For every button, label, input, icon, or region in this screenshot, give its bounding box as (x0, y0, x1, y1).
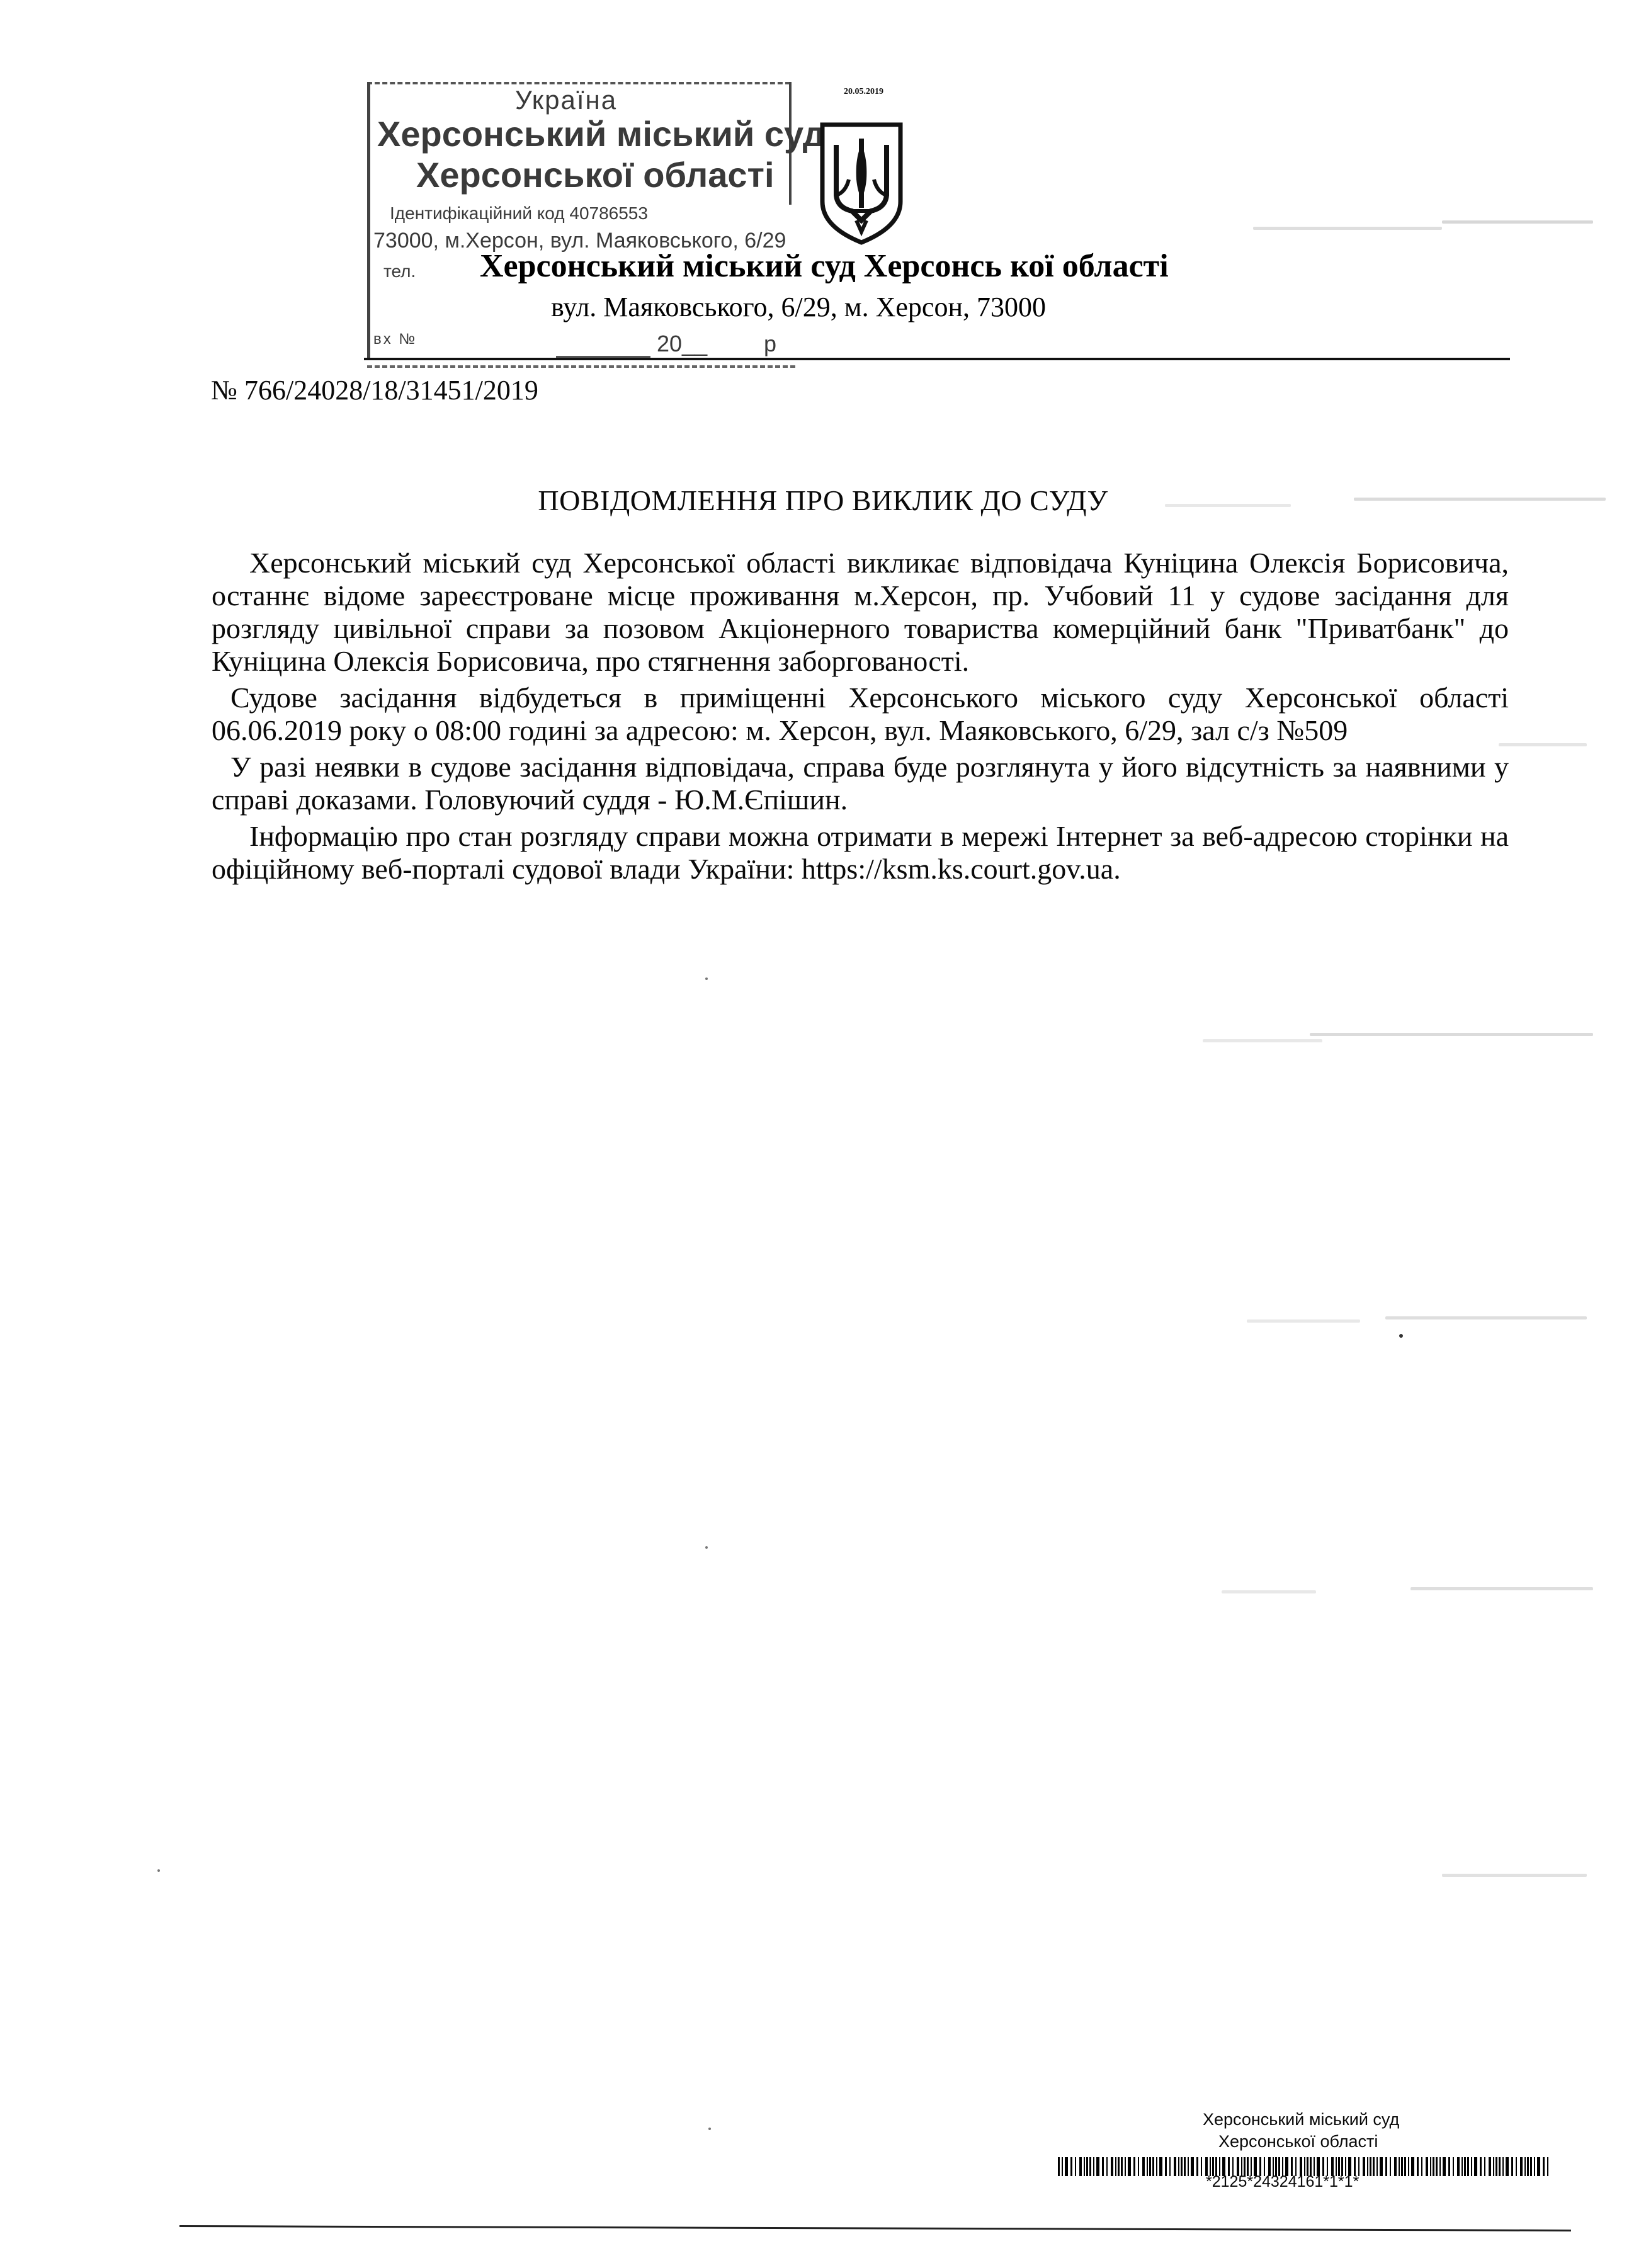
barcode-bar (1439, 2157, 1441, 2176)
barcode-bar (1506, 2157, 1509, 2176)
barcode-bar (1118, 2157, 1120, 2176)
stamp-court-region: Херсонської області (416, 155, 775, 195)
barcode-bar (1102, 2157, 1104, 2176)
barcode-bar (1408, 2157, 1409, 2176)
stamp-court-name: Херсонський міський суд (377, 114, 826, 154)
barcode-bar (1142, 2157, 1145, 2176)
barcode-bar (1065, 2157, 1068, 2176)
stamp-registration-number: вх № (373, 331, 417, 348)
barcode-code: *2125*24324161*1*1* (1206, 2173, 1359, 2191)
barcode-bar (1484, 2157, 1485, 2176)
barcode-bar (1191, 2157, 1194, 2176)
barcode-bar (1201, 2157, 1202, 2176)
barcode-bar (1543, 2157, 1545, 2176)
barcode-bar (1399, 2157, 1400, 2176)
scan-dot (157, 1869, 160, 1872)
barcode-bar (1149, 2157, 1151, 2176)
barcode-bar (1527, 2157, 1529, 2176)
barcode-bar (1426, 2157, 1428, 2176)
barcode-bar (1111, 2157, 1113, 2176)
barcode-bar (1436, 2157, 1438, 2176)
barcode-bar (1474, 2157, 1477, 2176)
barcode-bar (1106, 2157, 1108, 2176)
scan-mark (1410, 1587, 1593, 1590)
court-address: вул. Маяковського, 6/29, м. Херсон, 73000 (551, 292, 1046, 322)
barcode-bar (1070, 2157, 1072, 2176)
barcode-bar (1502, 2157, 1504, 2176)
barcode-bar (1079, 2157, 1082, 2176)
barcode-bar (1499, 2157, 1501, 2176)
barcode-bar (1471, 2157, 1472, 2176)
scan-dot (1399, 1334, 1403, 1338)
barcode-court-name: Херсонський міський суд (1203, 2110, 1400, 2129)
barcode-bar (1516, 2157, 1517, 2176)
barcode-bar (1089, 2157, 1091, 2176)
barcode-bar (1530, 2157, 1532, 2176)
barcode-bar (1121, 2157, 1123, 2176)
barcode-bar (1096, 2157, 1099, 2176)
barcode-bar (1174, 2157, 1176, 2176)
document-number: № 766/24028/18/31451/2019 (211, 375, 538, 406)
body-paragraph-info: Інформацію про стан розгляду справи можна отримати в мережі Інтернет за веб-адресою сторінки на офіційному веб-порталі судової влади України: https://ksm.ks.court.gov.ua. (212, 820, 1509, 885)
barcode-bar (1363, 2157, 1365, 2176)
barcode-bar (1181, 2157, 1183, 2176)
barcode-bar (1534, 2157, 1535, 2176)
scan-mark (1354, 498, 1606, 501)
scan-mark (1442, 220, 1593, 224)
barcode-bar (1467, 2157, 1469, 2176)
barcode-bar (1188, 2157, 1189, 2176)
scan-dot (705, 1546, 708, 1549)
scan-mark (1247, 1319, 1360, 1323)
stamp-country: Україна (515, 85, 618, 115)
barcode-bar (1086, 2157, 1088, 2176)
barcode-bar (1084, 2157, 1085, 2176)
document-body (212, 547, 1509, 889)
barcode-bar (1093, 2157, 1094, 2176)
stamp-id-code: Ідентифікаційний код 40786553 (390, 203, 648, 223)
barcode-bar (1370, 2157, 1371, 2176)
barcode-bar (1520, 2157, 1523, 2176)
barcode-court-region: Херсонської області (1218, 2132, 1378, 2151)
barcode-bar (1493, 2157, 1494, 2176)
barcode-bar (1480, 2157, 1482, 2176)
scan-dot (708, 2128, 711, 2130)
barcode-bar (1464, 2157, 1466, 2176)
barcode-bar (1133, 2157, 1135, 2176)
scan-mark (1385, 1316, 1587, 1319)
barcode-bar (1511, 2157, 1513, 2176)
barcode-bar (1404, 2157, 1406, 2176)
scan-mark (1310, 1033, 1593, 1036)
barcode-bar (1489, 2157, 1491, 2176)
barcode-bar (1147, 2157, 1148, 2176)
coat-of-arms-icon (817, 120, 905, 246)
scan-mark (1203, 1039, 1322, 1042)
barcode-bar (1443, 2157, 1446, 2176)
header-divider (364, 358, 1510, 360)
barcode-bar (1178, 2157, 1179, 2176)
court-title: Херсонський міський суд Херсонсь кої області (480, 248, 1169, 284)
barcode-bar (1138, 2157, 1139, 2176)
barcode-bar (1421, 2157, 1422, 2176)
barcode-bar (1448, 2157, 1450, 2176)
barcode-bar (1462, 2157, 1463, 2176)
barcode-bar (1537, 2157, 1540, 2176)
barcode-bar (1457, 2157, 1460, 2176)
body-paragraph-hearing: Судове засідання відбудеться в приміщенні Херсонського міського суду Херсонської області 06.06.2019 року о 08:00 годині за адресою: м. Херсон, вул. Маяковського, 6/29, зал с/з №509 (212, 681, 1509, 746)
scan-dot (705, 977, 708, 980)
barcode-bar (1417, 2157, 1419, 2176)
barcode-bar (1524, 2157, 1526, 2176)
scan-mark (1499, 743, 1587, 746)
barcode-bar (1196, 2157, 1198, 2176)
barcode-bar (1401, 2157, 1403, 2176)
barcode-bar (1453, 2157, 1454, 2176)
barcode-bar (1380, 2157, 1383, 2176)
barcode-bar (1058, 2157, 1060, 2176)
barcode-bar (1430, 2157, 1431, 2176)
barcode-bar (1115, 2157, 1116, 2176)
barcode-bar (1547, 2157, 1548, 2176)
barcode-bar (1169, 2157, 1171, 2176)
scan-mark (1253, 227, 1442, 230)
barcode-bar (1390, 2157, 1391, 2176)
barcode-bar (1159, 2157, 1162, 2176)
scan-mark (1222, 1590, 1316, 1593)
barcode-bar (1125, 2157, 1126, 2176)
body-paragraph-summons: Херсонський міський суд Херсонської області викликає відповідача Куніцина Олексія Борисовича, останнє відоме зареєстроване місце проживання м.Херсон, пр. Учбовий 11 у судове засідання для розгляду цивільної справи за позовом Акціонерного товариства комерційний банк "Приватбанк" до Куніцина Олексія Борисовича, про стягнення заборгованості. (212, 547, 1509, 677)
scan-mark (1442, 1874, 1587, 1877)
stamp-address: 73000, м.Херсон, вул. Маяковського, 6/29 (373, 229, 786, 253)
barcode-bar (1128, 2157, 1131, 2176)
stamp-year: 20__ (657, 331, 708, 356)
barcode-bar (1433, 2157, 1434, 2176)
barcode-bar (1496, 2157, 1497, 2176)
barcode-bar (1411, 2157, 1414, 2176)
barcode-bar (1385, 2157, 1387, 2176)
barcode-bar (1165, 2157, 1167, 2176)
document-date: 20.05.2019 (844, 87, 883, 96)
barcode-bar (1394, 2157, 1397, 2176)
scan-mark (1165, 504, 1291, 507)
barcode-bar (1075, 2157, 1076, 2176)
stamp-year-suffix: р (764, 331, 777, 356)
barcode-bar (1184, 2157, 1186, 2176)
barcode-bar (1376, 2157, 1378, 2176)
barcode-bar (1373, 2157, 1375, 2176)
body-paragraph-absence: У разі неявки в судове засідання відповідача, справа буде розглянута у його відсутність за наявними у справі доказами. Головуючий суддя - Ю.М.Єпішин. (212, 751, 1509, 816)
bottom-divider (179, 2225, 1571, 2231)
barcode-bar (1062, 2157, 1063, 2176)
stamp-tel: тел. (383, 261, 416, 281)
document-heading: ПОВІДОМЛЕННЯ ПРО ВИКЛИК ДО СУДУ (538, 484, 1108, 516)
barcode-bar (1152, 2157, 1154, 2176)
barcode-bar (1156, 2157, 1157, 2176)
barcode-bar (1367, 2157, 1368, 2176)
